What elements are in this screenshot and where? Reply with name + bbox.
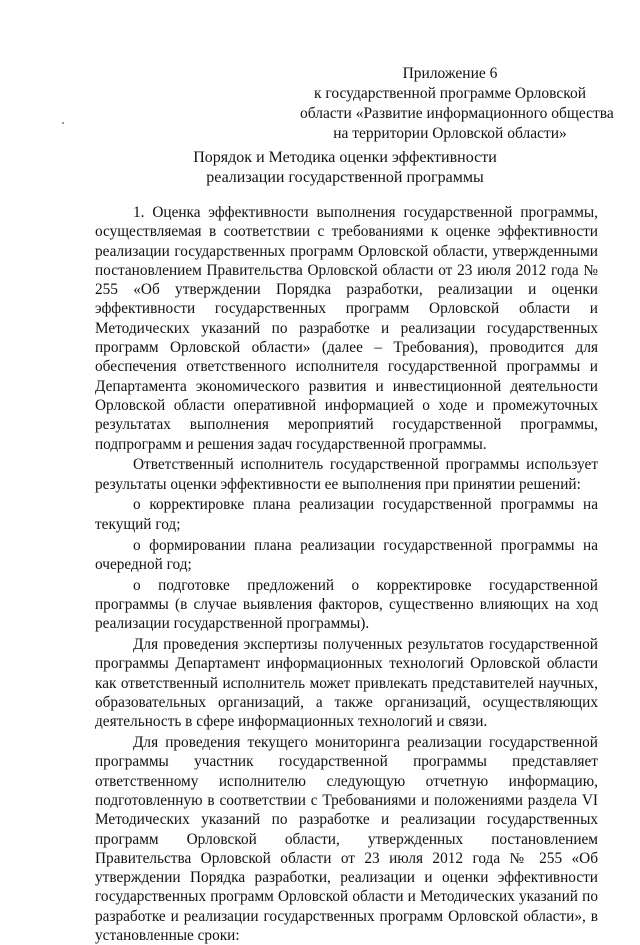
paragraph-decisions-intro: Ответственный исполнитель государственной программы использует результаты оценки эффективности ее выполнения при принятии решений: bbox=[95, 456, 598, 493]
list-item-next-year: о формировании плана реализации государственной программы на очередной год; bbox=[95, 536, 598, 573]
appendix-line: к государственной программе Орловской bbox=[313, 85, 587, 102]
appendix-line: на территории Орловской области» bbox=[333, 125, 567, 142]
scan-speck bbox=[62, 122, 64, 124]
document-body bbox=[95, 203, 598, 945]
list-item-current-year: о корректировке плана реализации государственной программы на текущий год; bbox=[95, 496, 598, 533]
title-line: Порядок и Методика оценки эффективности bbox=[193, 149, 497, 166]
appendix-line: области «Развитие информационного общества bbox=[300, 105, 614, 122]
appendix-line: Приложение 6 bbox=[402, 65, 498, 82]
title-line: реализации государственной программы bbox=[206, 169, 484, 186]
paragraph-expertise: Для проведения экспертизы полученных результатов государственной программы Департамент информационных технологий Орловской области как ответственный исполнитель может привлекать представителей научных, образовательных организаций, а также организаций, осуществляющих деятельность в сфере информационных технологий и связи. bbox=[95, 636, 598, 731]
paragraph-monitoring: Для проведения текущего мониторинга реализации государственной программы участник государственной программы представляет ответственному исполнителю следующую отчетную информацию, подготовленную в соответствии с Требованиями и положениями раздела VI Методических указаний по разработке и реализации государственных программ Орловской области, утвержденных постановлением Правительства Орловской области от 23 июля 2012 года № 255 «Об утверждении Порядка разработки, реализации и оценки эффективности государственных программ Орловской области и Методических указаний по разработке и реализации государственных программ Орловской области», в установленные сроки: bbox=[95, 734, 598, 944]
list-item-correction-proposals: о подготовке предложений о корректировке государственной программы (в случае выявления факторов, существенно влияющих на ход реализации государственной программы). bbox=[95, 576, 598, 633]
appendix-header bbox=[300, 64, 614, 144]
paragraph-evaluation-purpose: 1. Оценка эффективности выполнения государственной программы, осуществляемая в соответствии с требованиями к оценке эффективности реализации государственных программ Орловской области, утвержденными постановлением Правительства Орловской области от 23 июля 2012 года № 255 «Об утверждении Порядка разработки, реализации и оценки эффективности государственных программ Орловской области и Методических указаний по разработке и реализации государственных программ Орловской области» (далее – Требования), проводится для обеспечения ответственного исполнителя государственной программы и Департамента экономического развития и инвестиционной деятельности Орловской области оперативной информацией о ходе и промежуточных результатах выполнения мероприятий государственной программы, подпрограмм и решения задач государственной программы. bbox=[95, 204, 598, 453]
document-title bbox=[95, 148, 595, 188]
